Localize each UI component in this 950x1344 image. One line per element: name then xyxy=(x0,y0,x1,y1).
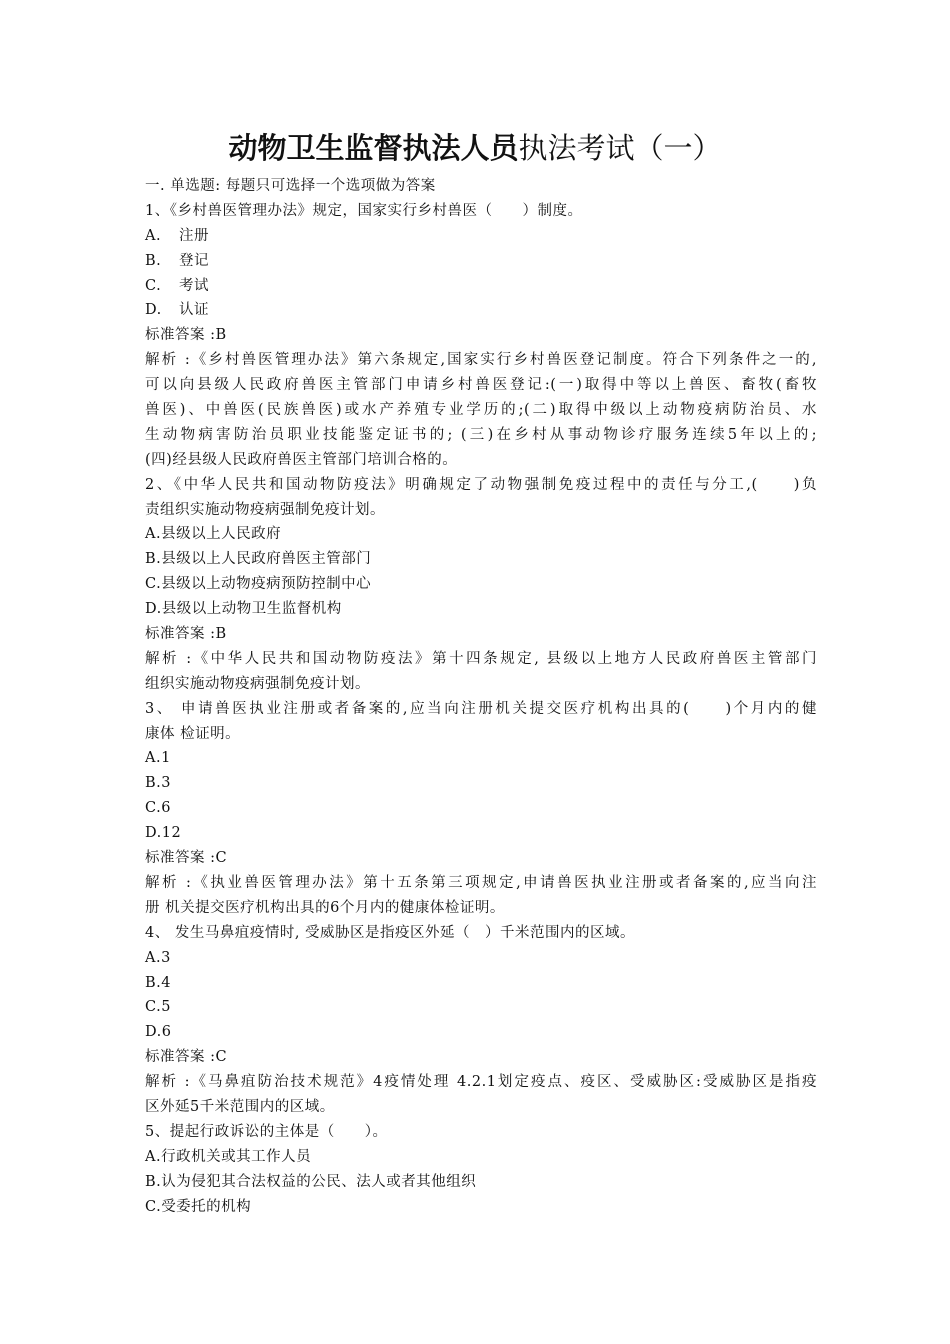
answer-option xyxy=(145,572,817,597)
option-letter: B. xyxy=(145,551,162,568)
option-text: 注册 xyxy=(179,227,209,244)
question-stem-line: 4、 发生马鼻疽疫情时, 受威胁区是指疫区外延（ ）千米范围内的区域。 xyxy=(145,924,636,941)
option-text: 考试 xyxy=(179,277,209,294)
analysis-line: 生动物病害防治员职业技能鉴定证书的; (三)在乡村从事动物诊疗服务连续5年以上的; xyxy=(145,426,817,443)
answer-option xyxy=(145,796,817,821)
option-text: 5 xyxy=(161,999,171,1016)
question-stem-line: 康体 检证明。 xyxy=(145,725,241,742)
option-text: 受委托的机构 xyxy=(161,1198,252,1215)
analysis-line: 可以向县级人民政府兽医主管部门申请乡村兽医登记:(一)取得中等以上兽医、畜牧(畜牧 xyxy=(145,377,817,394)
title-regular-part: 执法考试（一） xyxy=(518,131,722,165)
option-letter: A. xyxy=(145,949,162,966)
option-letter: B. xyxy=(145,974,162,991)
option-letter: C. xyxy=(145,1198,162,1215)
option-letter: C. xyxy=(145,277,162,294)
option-text: 3 xyxy=(161,949,171,966)
option-text: 6 xyxy=(161,800,171,817)
answer-option xyxy=(145,1020,817,1045)
question-stem-line: 3、 申请兽医执业注册或者备案的,应当向注册机关提交医疗机构出具的( )个月内的健 xyxy=(145,700,817,717)
analysis-line: 区外延5千米范围内的区域。 xyxy=(145,1098,335,1115)
answer-option xyxy=(145,547,817,572)
title-bold-part: 动物卫生监督执法人员 xyxy=(228,131,519,165)
standard-answer: 标准答案 :C xyxy=(145,850,228,867)
standard-answer: 标准答案 :B xyxy=(145,327,227,344)
option-letter: A. xyxy=(145,1148,162,1165)
answer-option xyxy=(145,597,817,622)
answer-option xyxy=(145,298,817,323)
option-text: 县级以上人民政府兽医主管部门 xyxy=(161,551,372,568)
analysis-line: 解析 :《执业兽医管理办法》第十五条第三项规定,申请兽医执业注册或者备案的,应当向注 xyxy=(145,874,817,891)
option-text: 行政机关或其工作人员 xyxy=(161,1148,312,1165)
option-letter: A. xyxy=(145,227,162,244)
section-heading: 一. 单选题: 每题只可选择一个选项做为答案 xyxy=(145,178,436,194)
option-text: 4 xyxy=(161,974,171,991)
answer-option xyxy=(145,522,817,547)
option-letter: D. xyxy=(145,1024,162,1041)
option-letter: C. xyxy=(145,800,162,817)
document-title xyxy=(0,128,950,168)
option-letter: C. xyxy=(145,999,162,1016)
answer-option xyxy=(145,1170,817,1195)
analysis-line: (四)经县级人民政府兽医主管部门培训合格的。 xyxy=(145,451,458,468)
answer-option xyxy=(145,1145,817,1170)
option-letter: D. xyxy=(145,302,162,319)
option-text: 1 xyxy=(161,750,171,767)
answer-option xyxy=(145,1195,817,1220)
answer-option xyxy=(145,946,817,971)
answer-option xyxy=(145,746,817,771)
option-text: 登记 xyxy=(179,252,209,269)
answer-option xyxy=(145,971,817,996)
option-text: 12 xyxy=(161,825,182,842)
option-text: 认为侵犯其合法权益的公民、法人或者其他组织 xyxy=(161,1173,477,1190)
option-text: 3 xyxy=(161,775,171,792)
option-letter: B. xyxy=(145,252,162,269)
answer-option xyxy=(145,224,817,249)
analysis-line: 册 机关提交医疗机构出具的6个月内的健康体检证明。 xyxy=(145,899,505,916)
option-text: 6 xyxy=(161,1024,172,1041)
question-stem-line: 1、《乡村兽医管理办法》规定，国家实行乡村兽医（ ）制度。 xyxy=(145,202,583,219)
option-letter: B. xyxy=(145,1173,162,1190)
option-letter: C. xyxy=(145,576,162,593)
option-letter: D. xyxy=(145,601,162,618)
analysis-line: 兽医)、中兽医(民族兽医)或水产养殖专业学历的;(二)取得中级以上动物疫病防治员、水 xyxy=(145,402,817,419)
option-letter: A. xyxy=(145,526,162,543)
option-text: 县级以上动物卫生监督机构 xyxy=(161,601,342,618)
option-letter: B. xyxy=(145,775,162,792)
analysis-line: 组织实施动物疫病强制免疫计划。 xyxy=(145,675,370,692)
option-text: 县级以上动物疫病预防控制中心 xyxy=(161,576,372,593)
analysis-line: 解析 :《马鼻疽防治技术规范》4疫情处理 4.2.1划定疫点、疫区、受威胁区:受威胁区是指疫 xyxy=(145,1074,817,1091)
question-stem-line: 责组织实施动物疫病强制免疫计划。 xyxy=(145,501,385,518)
question-stem-line: 5、提起行政诉讼的主体是（ ）。 xyxy=(145,1123,388,1140)
answer-option xyxy=(145,274,817,299)
answer-option xyxy=(145,995,817,1020)
document-body xyxy=(145,174,817,1219)
standard-answer: 标准答案 :C xyxy=(145,1049,228,1066)
option-text: 认证 xyxy=(179,302,209,319)
analysis-line: 解析 :《中华人民共和国动物防疫法》第十四条规定, 县级以上地方人民政府兽医主管部门 xyxy=(145,650,817,667)
question-stem-line: 2、《中华人民共和国动物防疫法》明确规定了动物强制免疫过程中的责任与分工,( )负 xyxy=(145,476,817,493)
answer-option xyxy=(145,771,817,796)
option-text: 县级以上人民政府 xyxy=(161,526,282,543)
answer-option xyxy=(145,821,817,846)
analysis-line: 解析 :《乡村兽医管理办法》第六条规定,国家实行乡村兽医登记制度。符合下列条件之一的, xyxy=(145,352,817,369)
option-letter: A. xyxy=(145,750,162,767)
standard-answer: 标准答案 :B xyxy=(145,626,227,643)
answer-option xyxy=(145,249,817,274)
option-letter: D. xyxy=(145,825,162,842)
